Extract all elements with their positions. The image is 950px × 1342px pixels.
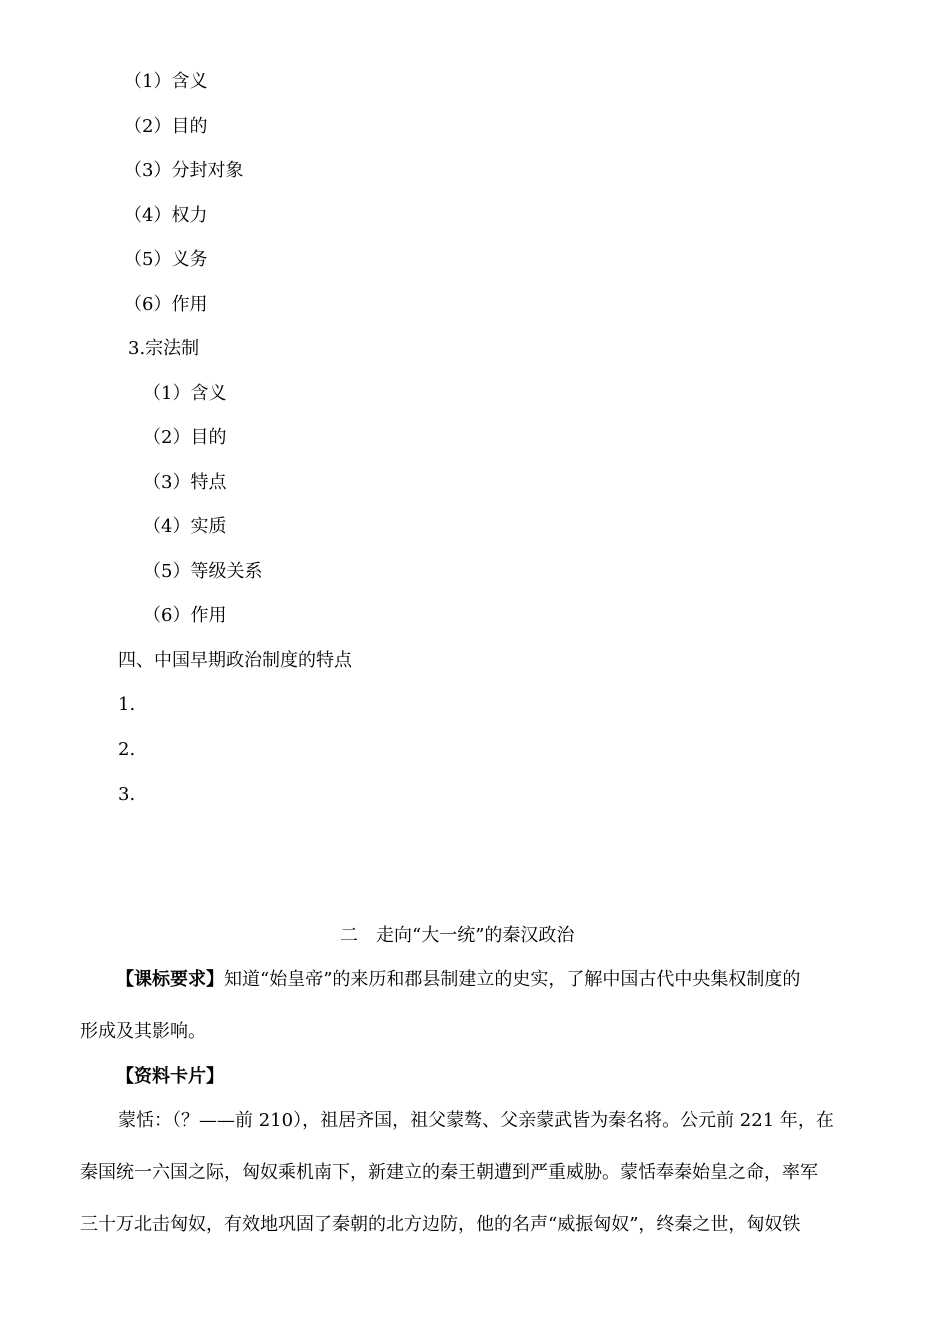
card-line: 三十万北击匈奴，有效地巩固了秦朝的北方边防，他的名声“威振匈奴”，终秦之世，匈奴铁	[80, 1214, 801, 1235]
section4-item: 3.	[118, 784, 136, 805]
fenfeng-item: （6）作用	[124, 294, 208, 315]
card-line: 蒙恬：（？——前 210），祖居齐国，祖父蒙骜、父亲蒙武皆为秦名将。公元前 221 年，在	[118, 1110, 834, 1131]
zongfa-item: （2）目的	[143, 427, 227, 448]
section4-item: 2.	[118, 739, 136, 760]
section4-item: 1.	[118, 694, 136, 715]
card-label: 【资料卡片】	[116, 1066, 224, 1087]
fenfeng-item: （5）义务	[124, 249, 208, 270]
card-line: 秦国统一六国之际，匈奴乘机南下，新建立的秦王朝遭到严重威胁。蒙恬奉秦始皇之命，率军	[80, 1162, 818, 1183]
section4-title: 四、中国早期政治制度的特点	[118, 650, 352, 671]
fenfeng-item: （1）含义	[124, 71, 208, 92]
requirement-paragraph-cont: 形成及其影响。	[80, 1021, 206, 1042]
zongfa-item: （1）含义	[143, 383, 227, 404]
requirement-label: 【课标要求】	[116, 969, 224, 990]
zongfa-item: （6）作用	[143, 605, 227, 626]
zongfa-item: （5）等级关系	[143, 561, 263, 582]
zongfa-item: （4）实质	[143, 516, 227, 537]
zongfa-item: （3）特点	[143, 472, 227, 493]
fenfeng-item: （3）分封对象	[124, 160, 244, 181]
fenfeng-item: （2）目的	[124, 116, 208, 137]
fenfeng-item: （4）权力	[124, 205, 208, 226]
requirement-paragraph	[80, 952, 873, 1008]
lesson-title: 二 走向“大一统”的秦汉政治	[340, 925, 575, 946]
zongfa-title: 3.宗法制	[128, 338, 200, 359]
requirement-text: 知道“始皇帝”的来历和郡县制建立的史实，了解中国古代中央集权制度的	[224, 969, 801, 990]
